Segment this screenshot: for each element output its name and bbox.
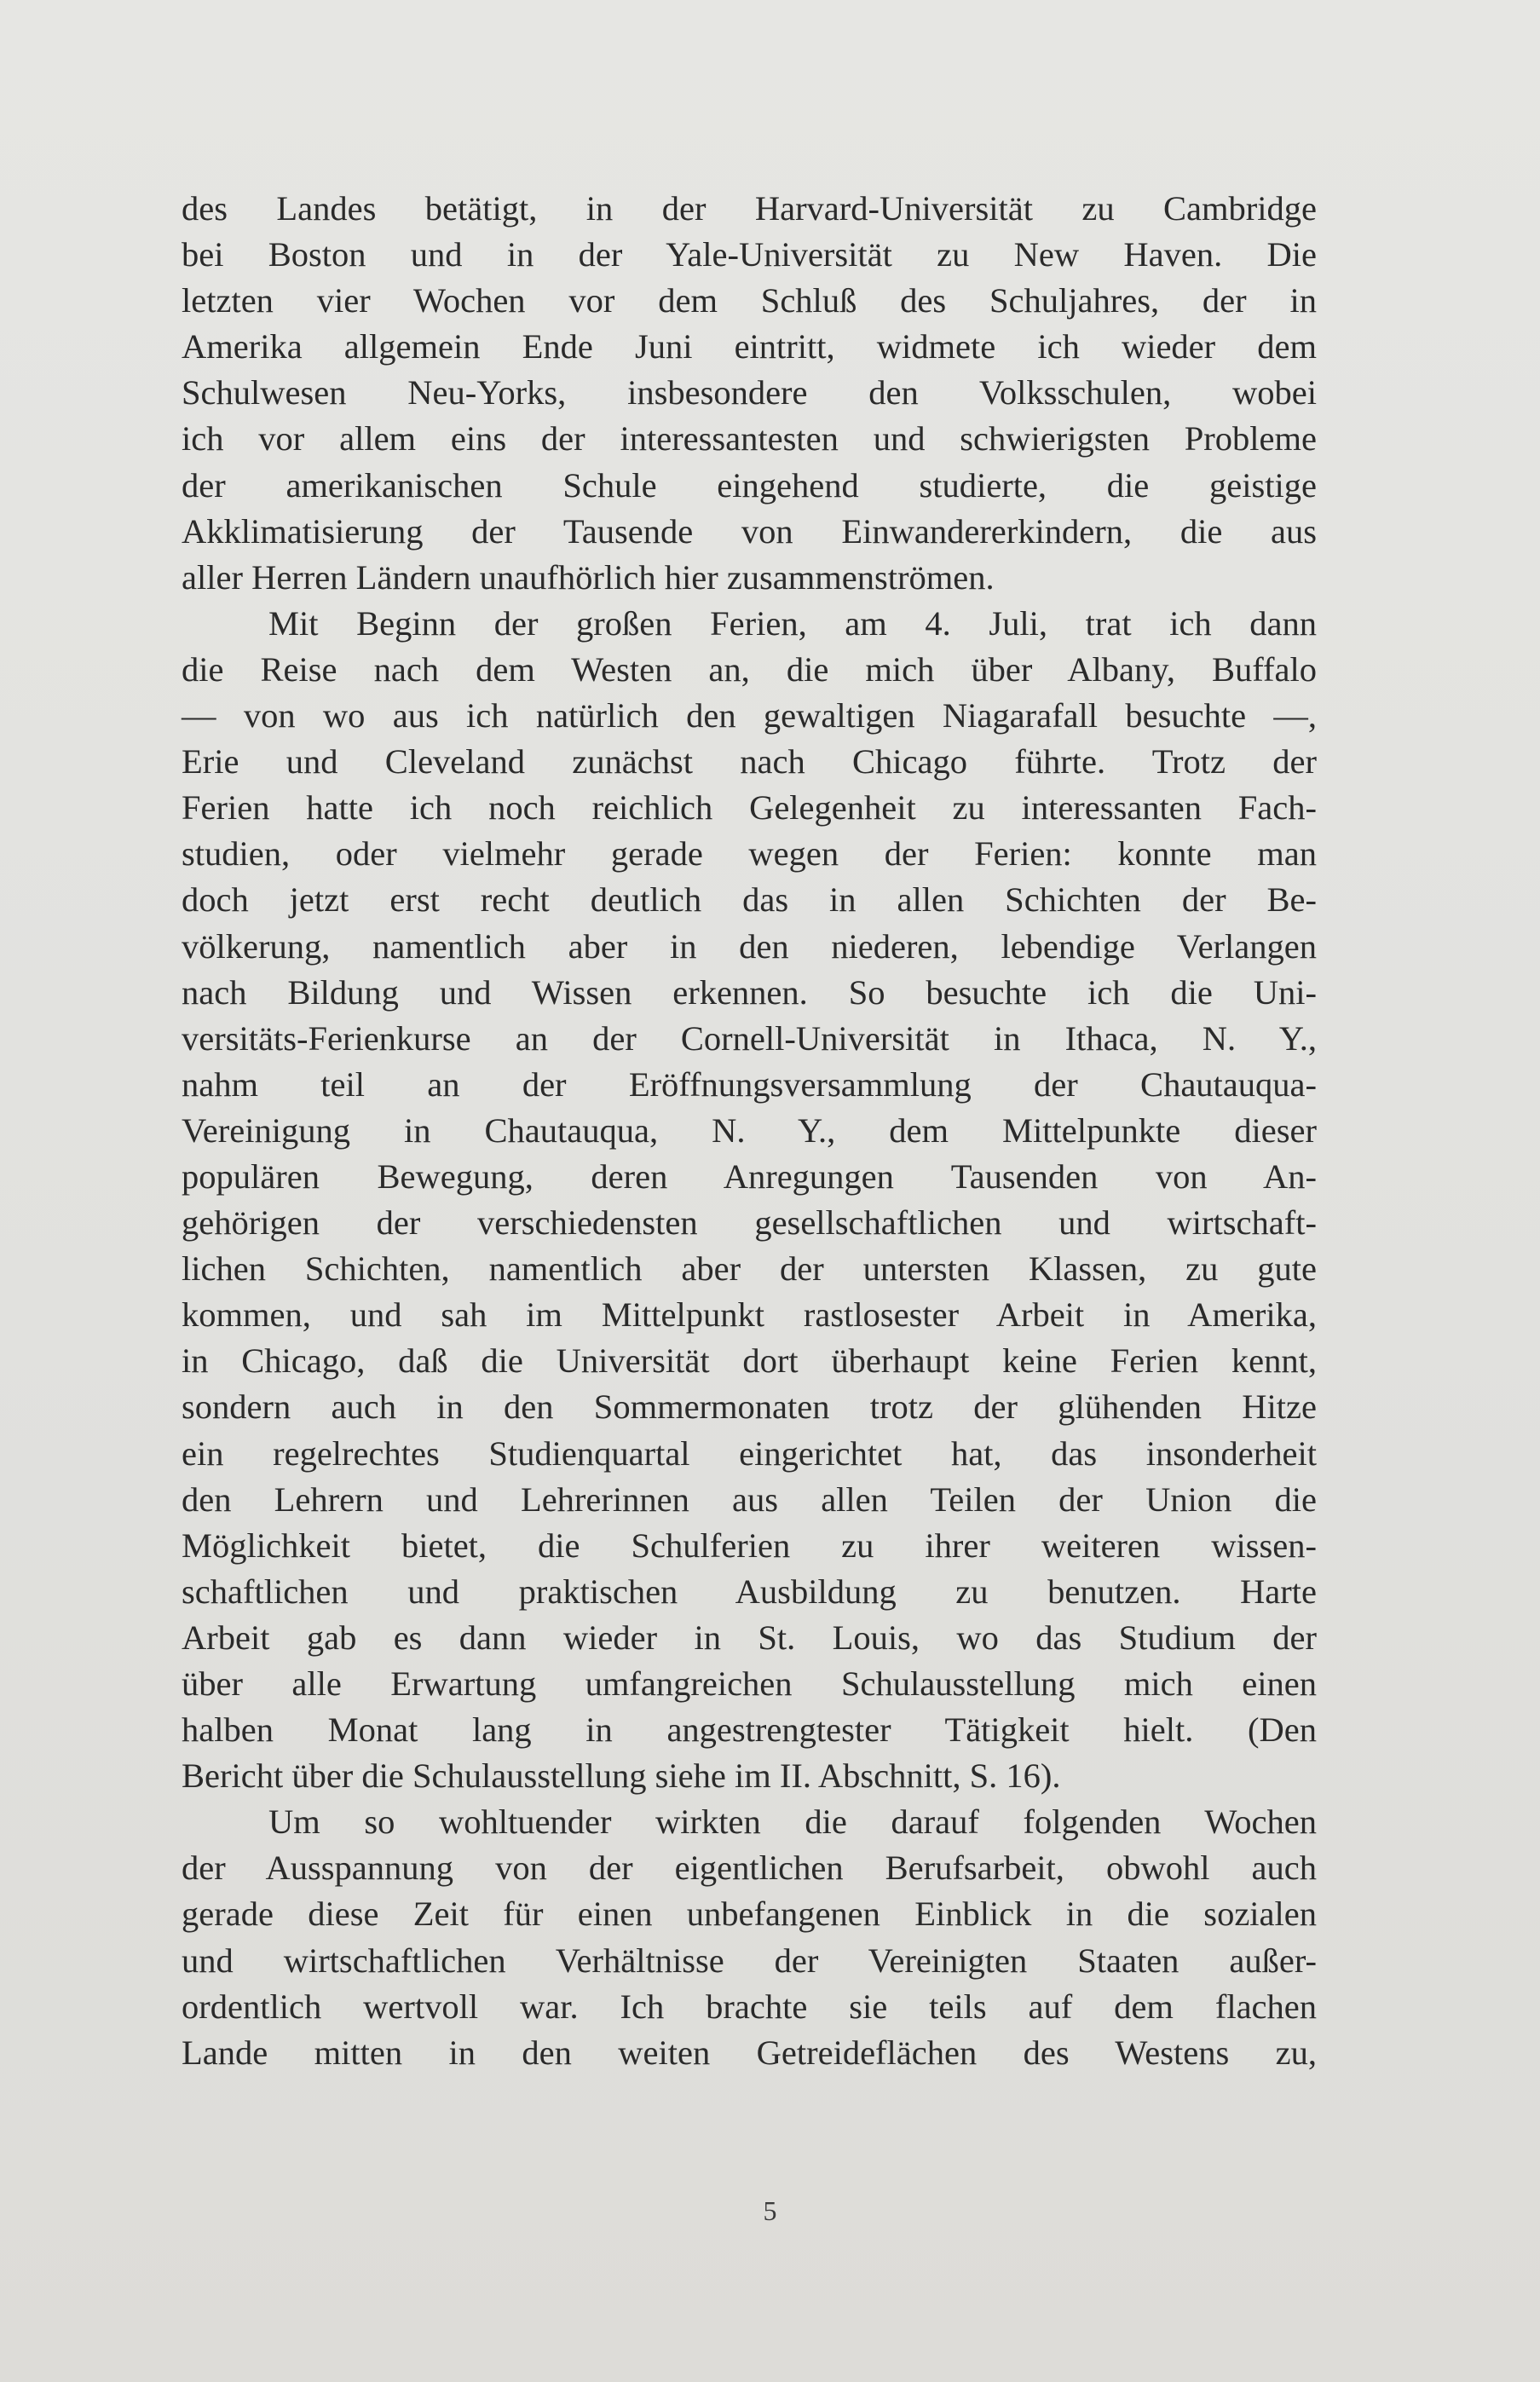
text-line: sondern auch in den Sommermonaten trotz der glühenden Hitze [182,1387,1317,1427]
body-text [182,186,1317,2076]
text-line: die Reise nach dem Westen an, die mich über Albany, Buffalo [182,649,1317,689]
text-line: populären Bewegung, deren Anregungen Tausenden von An- [182,1156,1317,1196]
text-line: Mit Beginn der großen Ferien, am 4. Juli, trat ich dann [268,603,1317,643]
text-line: der amerikanischen Schule eingehend studierte, die geistige [182,465,1317,505]
text-line: Amerika allgemein Ende Juni eintritt, widmete ich wieder dem [182,327,1317,366]
text-line: Um so wohltuender wirkten die darauf folgenden Wochen [268,1802,1317,1842]
paragraph [182,1799,1317,2076]
text-line: gerade diese Zeit für einen unbefangenen Einblick in die sozialen [182,1895,1317,1934]
text-line: aller Herren Ländern unaufhörlich hier zusammenströmen. [182,557,995,597]
text-line: Akklimatisierung der Tausende von Einwandererkindern, die aus [182,511,1317,551]
text-line: ein regelrechtes Studienquartal eingerichtet hat, das insonderheit [182,1433,1317,1473]
text-line: kommen, und sah im Mittelpunkt rastlosester Arbeit in Amerika, [182,1295,1317,1335]
text-line: studien, oder vielmehr gerade wegen der Ferien: konnte man [182,834,1317,874]
text-line: ich vor allem eins der interessantesten und schwierigsten Probleme [182,419,1317,459]
text-line: der Ausspannung von der eigentlichen Berufsarbeit, obwohl auch [182,1849,1317,1888]
text-line: doch jetzt erst recht deutlich das in allen Schichten der Be- [182,880,1317,920]
text-line: Möglichkeit bietet, die Schulferien zu ihrer weiteren wissen- [182,1526,1317,1565]
paragraph [182,186,1317,601]
paragraph [182,601,1317,1799]
text-line: bei Boston und in der Yale-Universität zu New Haven. Die [182,235,1317,274]
text-line: Lande mitten in den weiten Getreideflächen des Westens zu, [182,2033,1317,2072]
text-line: schaftlichen und praktischen Ausbildung zu benutzen. Harte [182,1572,1317,1611]
text-line: über alle Erwartung umfangreichen Schulausstellung mich einen [182,1664,1317,1703]
text-line: in Chicago, daß die Universität dort überhaupt keine Ferien kennt, [182,1341,1317,1381]
text-line: Erie und Cleveland zunächst nach Chicago führte. Trotz der [182,742,1317,782]
text-line: halben Monat lang in angestrengtester Tätigkeit hielt. (Den [182,1710,1317,1750]
text-line: Ferien hatte ich noch reichlich Gelegenheit zu interessanten Fach- [182,788,1317,828]
page-number: 5 [763,2195,777,2226]
text-line: lichen Schichten, namentlich aber der untersten Klassen, zu gute [182,1249,1317,1289]
text-line: des Landes betätigt, in der Harvard-Universität zu Cambridge [182,189,1317,228]
text-line: den Lehrern und Lehrerinnen aus allen Teilen der Union die [182,1479,1317,1519]
text-line: völkerung, namentlich aber in den niederen, lebendige Verlangen [182,926,1317,966]
text-line: nahm teil an der Eröffnungsversammlung der Chautauqua- [182,1064,1317,1104]
text-line: Schulwesen Neu-Yorks, insbesondere den Volksschulen, wobei [182,373,1317,412]
text-line: letzten vier Wochen vor dem Schluß des Schuljahres, der in [182,281,1317,320]
text-line: Vereinigung in Chautauqua, N. Y., dem Mittelpunkte dieser [182,1110,1317,1150]
text-line: Arbeit gab es dann wieder in St. Louis, wo das Studium der [182,1618,1317,1657]
text-line: und wirtschaftlichen Verhältnisse der Vereinigten Staaten außer- [182,1941,1317,1980]
text-line: Bericht über die Schulausstellung siehe im II. Abschnitt, S. 16). [182,1756,1061,1796]
text-line: gehörigen der verschiedensten gesellschaftlichen und wirtschaft- [182,1203,1317,1243]
text-line: versitäts-Ferienkurse an der Cornell-Universität in Ithaca, N. Y., [182,1018,1317,1058]
text-line: nach Bildung und Wissen erkennen. So besuchte ich die Uni- [182,972,1317,1012]
text-line: — von wo aus ich natürlich den gewaltigen Niagarafall besuchte —, [182,696,1317,735]
text-line: ordentlich wertvoll war. Ich brachte sie teils auf dem flachen [182,1987,1317,2026]
